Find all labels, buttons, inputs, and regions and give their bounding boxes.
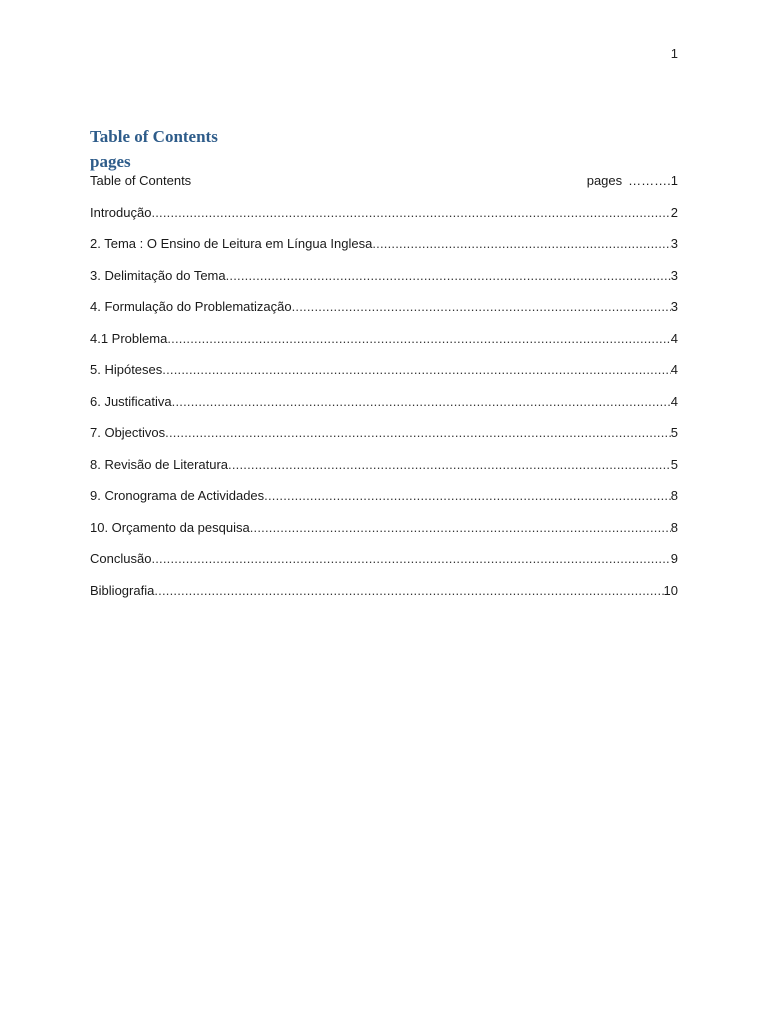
toc-entry[interactable]: [90, 235, 678, 267]
toc-list: [90, 172, 678, 613]
toc-entry[interactable]: [90, 519, 678, 551]
toc-title-line2: pages: [90, 152, 131, 171]
toc-entry-page: 5: [670, 425, 678, 440]
toc-entry[interactable]: [90, 424, 678, 456]
toc-entry-page: 4: [670, 362, 678, 377]
toc-entry-leader: [226, 267, 671, 285]
toc-entry-page: 4: [670, 393, 678, 409]
toc-entry-label: 7. Objectivos: [90, 425, 166, 440]
toc-entry[interactable]: [90, 267, 678, 299]
toc-entry-page: 3: [670, 299, 678, 314]
toc-entry-label: 6. Justificativa: [90, 393, 172, 409]
toc-entry[interactable]: [90, 487, 678, 519]
toc-title: [90, 124, 218, 174]
toc-entry-page: 2: [670, 204, 678, 220]
toc-entry-label: 4. Formulação do Problematização: [90, 299, 292, 314]
toc-entry-page: 5: [670, 456, 678, 472]
toc-header-row: [90, 172, 678, 204]
toc-header-dots: ……….: [628, 173, 671, 188]
toc-header-pages: [587, 172, 678, 204]
toc-entry-label: 3. Delimitação do Tema: [90, 267, 226, 283]
toc-entry-page: 3: [670, 236, 678, 251]
toc-entry[interactable]: [90, 456, 678, 488]
toc-entry-label: Bibliografia: [90, 582, 155, 598]
toc-entry-leader: [151, 204, 670, 222]
toc-entry-leader: [167, 330, 670, 348]
toc-header-label: Table of Contents: [90, 173, 192, 188]
toc-entry-label: 9. Cronograma de Actividades: [90, 488, 265, 503]
toc-entry[interactable]: [90, 330, 678, 362]
toc-header-page: 1: [670, 173, 678, 188]
toc-entry-leader: [264, 487, 671, 505]
toc-entry-label: Introdução: [90, 204, 152, 220]
toc-entry-leader: [372, 235, 670, 253]
toc-entry[interactable]: [90, 298, 678, 330]
toc-entry-label: 2. Tema : O Ensino de Leitura em Língua Inglesa: [90, 236, 373, 251]
toc-entry-leader: [162, 361, 671, 379]
toc-entry-label: 4.1 Problema: [90, 330, 168, 346]
toc-entry-leader: [154, 582, 663, 600]
toc-entry-label: 8. Revisão de Literatura: [90, 456, 229, 472]
toc-entry[interactable]: [90, 204, 678, 236]
toc-title-line1: Table of Contents: [90, 127, 218, 146]
toc-entry-label: Conclusão: [90, 551, 152, 566]
toc-entry[interactable]: [90, 550, 678, 582]
toc-entry-page: 9: [670, 551, 678, 566]
toc-entry[interactable]: [90, 582, 678, 614]
toc-entry[interactable]: [90, 361, 678, 393]
toc-entry[interactable]: [90, 393, 678, 425]
toc-entry-leader: [250, 519, 671, 537]
toc-entry-leader: [228, 456, 671, 474]
toc-entry-page: 10: [663, 582, 678, 598]
page-number: 1: [670, 46, 678, 61]
toc-entry-leader: [151, 550, 670, 568]
toc-entry-page: 8: [670, 488, 678, 503]
toc-entry-page: 4: [670, 330, 678, 346]
toc-entry-page: 8: [670, 519, 678, 535]
toc-entry-leader: [292, 298, 671, 316]
toc-header-pages-label: pages: [586, 173, 623, 188]
toc-entry-leader: [165, 424, 671, 442]
toc-entry-label: 5. Hipóteses: [90, 362, 163, 377]
toc-entry-page: 3: [670, 267, 678, 283]
toc-entry-leader: [172, 393, 671, 411]
toc-entry-label: 10. Orçamento da pesquisa: [90, 519, 250, 535]
